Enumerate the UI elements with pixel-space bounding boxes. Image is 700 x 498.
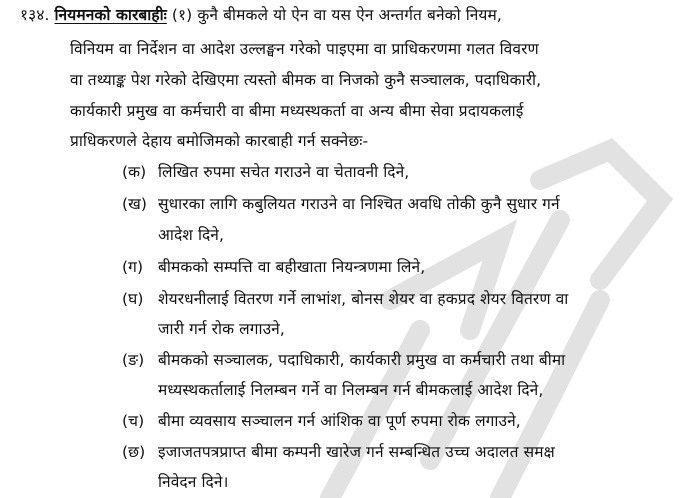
intro-line-5: प्राधिकरणले देहाय बमोजिमको कारबाही गर्न सक्नेछः- bbox=[70, 132, 369, 150]
intro-line-1: कुनै बीमकले यो ऐन वा यस ऐन अन्तर्गत बनेको नियम, bbox=[197, 6, 502, 24]
clause-ka-text: लिखित रुपमा सचेत गराउने वा चेतावनी दिने, bbox=[158, 163, 410, 181]
clause-cha-label: (च) bbox=[122, 412, 145, 430]
clause-ga-text: बीमकको सम्पत्ति वा बहीखाता नियन्त्रणमा लिने, bbox=[158, 258, 426, 276]
clause-nga-text-2: मध्यस्थकर्तालाई निलम्बन गर्ने वा निलम्बन गर्न बीमकलाई आदेश दिने, bbox=[158, 381, 544, 399]
clause-nga-text-1: बीमकको सञ्चालक, पदाधिकारी, कार्यकारी प्रमुख वा कर्मचारी तथा बीमा bbox=[158, 351, 566, 369]
clause-chha-label: (छ) bbox=[122, 443, 146, 461]
clause-gha-text-1: शेयरधनीलाई वितरण गर्ने लाभांश, बोनस शेयर वा हकप्रद शेयर वितरण वा bbox=[158, 290, 569, 308]
clause-gha-label: (घ) bbox=[122, 290, 144, 308]
clause-kha-label: (ख) bbox=[122, 195, 148, 213]
clause-nga-label: (ङ) bbox=[122, 351, 145, 369]
clause-kha-text-1: सुधारका लागि कबुलियत गराउने वा निश्चित अवधि तोकी कुनै सुधार गर्न bbox=[158, 195, 560, 213]
clause-ga-label: (ग) bbox=[122, 258, 144, 276]
clause-chha-text-1: इजाजतपत्रप्राप्त बीमा कम्पनी खारेज गर्न सम्बन्धित उच्च अदालत समक्ष bbox=[158, 443, 555, 461]
clause-ka-label: (क) bbox=[122, 163, 147, 181]
section-heading-line bbox=[20, 4, 502, 26]
section-number: १३४. bbox=[20, 6, 50, 24]
clause-chha-text-2: निवेदन दिने। bbox=[158, 473, 229, 491]
intro-line-3: वा तथ्याङ्क पेश गरेको देखिएमा त्यस्तो बीमक वा निजको कुनै सञ्चालक, पदाधिकारी, bbox=[70, 71, 542, 89]
clause-kha-text-2: आदेश दिने, bbox=[158, 226, 225, 244]
clause-gha-text-2: जारी गर्न रोक लगाउने, bbox=[158, 320, 285, 338]
intro-line-2: विनियम वा निर्देशन वा आदेश उल्लङ्घन गरेको पाइएमा वा प्राधिकरणमा गलत विवरण bbox=[70, 40, 539, 58]
clause-cha-text: बीमा व्यवसाय सञ्चालन गर्न आंशिक वा पूर्ण रुपमा रोक लगाउने, bbox=[158, 412, 521, 430]
section-title: नियमनको कारबाहीः bbox=[54, 6, 167, 24]
intro-line-4: कार्यकारी प्रमुख वा कर्मचारी वा बीमा मध्यस्थकर्ता वा अन्य बीमा सेवा प्रदायकलाई bbox=[70, 102, 524, 120]
subsection-number: (१) bbox=[171, 6, 193, 24]
